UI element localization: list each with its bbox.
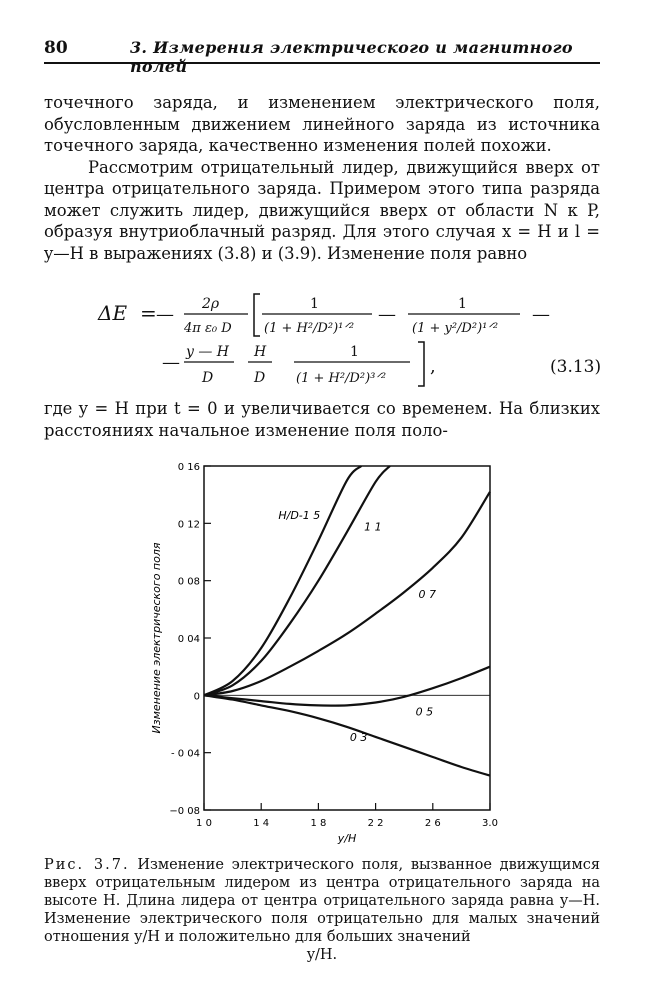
eq-coef-den: 4π ε₀ D	[184, 321, 232, 336]
y-axis-label: Изменение электрического поля	[150, 542, 163, 734]
eq-lhs: ΔE	[98, 301, 128, 325]
y-tick-label: 0 16	[177, 462, 200, 473]
caption-end: y/H.	[306, 947, 338, 963]
y-tick-label: −0 08	[169, 806, 200, 817]
eq-comma: ,	[430, 356, 436, 377]
eq-frac-a-den: D	[202, 370, 214, 386]
figure-3-7	[140, 458, 520, 848]
running-title: 3. Измерения электрического и магнитного полей	[130, 38, 573, 76]
paragraph-1: точечного заряда, и изменением электрического поля, обусловленным движением линейного заряда из источника точечного заряда, качественно изменения полей похожи.	[44, 93, 600, 155]
body-text-after-equation	[44, 398, 600, 441]
caption-label: Рис. 3.7.	[44, 857, 130, 873]
figure-caption	[44, 856, 600, 964]
y-tick-label: 0 04	[177, 634, 200, 645]
eq-bracket-right	[418, 342, 424, 386]
eq-one-2: 1	[458, 296, 467, 312]
x-tick-label: 1 8	[310, 818, 327, 829]
page-number: 80	[44, 38, 68, 58]
plot-frame	[204, 466, 490, 810]
y-tick-label: 0 08	[177, 576, 200, 588]
eq-den-2: (1 + y²/D²)¹ᐟ²	[412, 321, 499, 336]
page-header	[44, 32, 600, 76]
series-line	[204, 466, 390, 695]
series-line	[204, 466, 361, 695]
eq-number: (3.13)	[550, 357, 600, 377]
eq-frac-a-num: y — H	[186, 344, 230, 360]
eq-minus-3: —	[532, 304, 550, 325]
eq-frac-b-num: H	[254, 344, 267, 360]
eq-bracket-left	[254, 294, 260, 336]
series-label: 0 5	[415, 705, 434, 719]
paragraph-3: где y = H при t = 0 и увеличивается со временем. На близких расстояниях начальное изменение поля поло-	[44, 399, 600, 440]
eq-den-1: (1 + H²/D²)¹ᐟ²	[264, 321, 355, 336]
eq-equals: =	[140, 301, 157, 325]
x-tick-label: 3.0	[482, 818, 498, 829]
body-text	[44, 92, 600, 264]
eq-frac-b-den: D	[254, 370, 266, 386]
caption-text: Изменение электрического поля, вызванное движущимся вверх отрицательным лидером из центра отрицательного заряда на высоте H. Длина лидера от центра отрицательного заряда равна y—H. Изменение электрического поля отрицательно для малых значений отношения y/H и положительно для больших значений	[44, 857, 600, 945]
field-change-chart	[140, 458, 520, 848]
eq-one-1: 1	[310, 296, 319, 312]
x-axis-label: y/H	[337, 832, 357, 845]
series-label: 1 1	[364, 520, 382, 534]
series-label: 0 3	[349, 731, 368, 745]
x-tick-label: 1 4	[253, 818, 270, 829]
eq-minus-4: —	[162, 352, 180, 373]
series-line	[204, 695, 490, 775]
paragraph-2: Рассмотрим отрицательный лидер, движущийся вверх от центра отрицательного заряда. Примером этого типа разряда может служить лидер, движущийся вверх от области N к P, образуя внутриоблачный разряд. Для этого случая x = H и l = y—H в выражениях (3.8) и (3.9). Изменение поля равно	[44, 157, 600, 263]
eq-den-3: (1 + H²/D²)³ᐟ²	[296, 371, 387, 386]
y-tick-label: 0	[193, 691, 200, 703]
eq-minus-1: —	[156, 304, 174, 325]
eq-minus-2: —	[378, 304, 396, 325]
x-tick-label: 2 2	[367, 818, 384, 829]
series-label: 0 7	[418, 587, 436, 601]
eq-coef-num: 2ρ	[202, 296, 220, 312]
series-line	[204, 492, 490, 696]
y-tick-label: - 0 04	[170, 748, 200, 760]
y-tick-label: 0 12	[177, 519, 200, 531]
equation-3-13	[44, 282, 600, 392]
x-tick-label: 1 0	[196, 818, 212, 829]
series-label: H/D-1 5	[278, 509, 321, 523]
x-tick-label: 2 6	[424, 818, 441, 829]
eq-one-3: 1	[350, 344, 359, 360]
